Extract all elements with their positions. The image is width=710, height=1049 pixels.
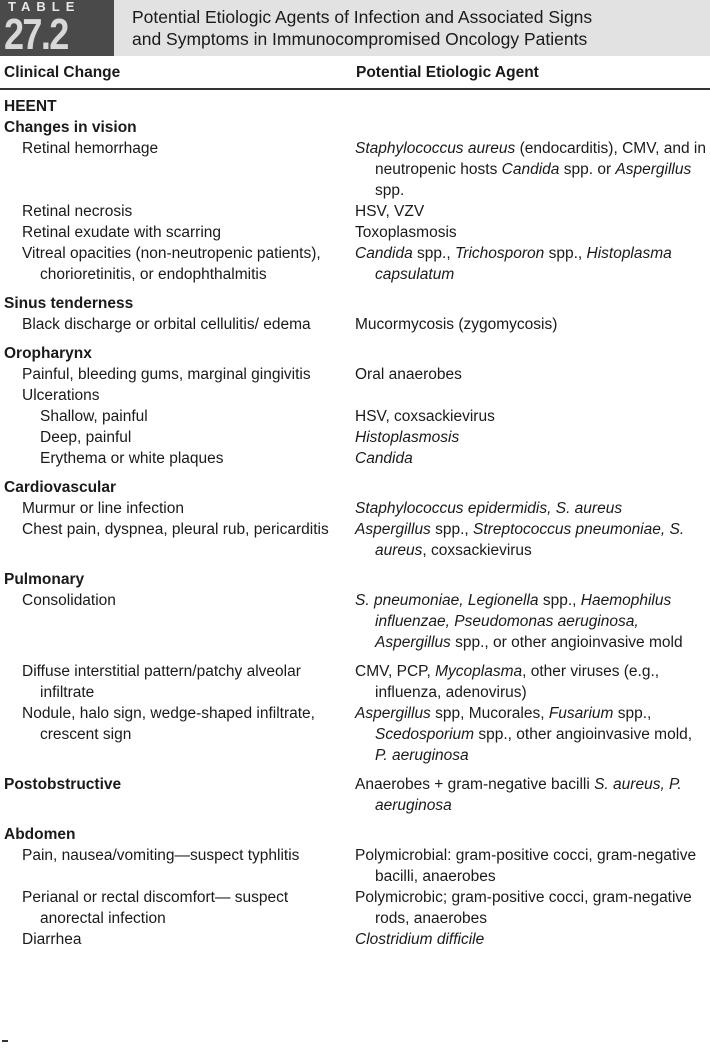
- table-title-line-2: and Symptoms in Immunocompromised Oncology Patients: [132, 29, 588, 49]
- table-row: [0, 314, 710, 335]
- table-row: [0, 590, 710, 653]
- table-row: [0, 201, 710, 222]
- table-row: [0, 498, 710, 519]
- etiologic-agent-cell: Candida spp., Trichosporon spp., Histoplasma capsulatum: [355, 245, 672, 283]
- category-heading: Sinus tenderness: [4, 295, 134, 312]
- clinical-change-cell: Erythema or white plaques: [40, 450, 224, 467]
- table-row: [0, 293, 710, 314]
- table-number: 27.2: [4, 10, 68, 59]
- etiologic-agent-cell: Anaerobes + gram-negative bacilli S. aureus, P. aeruginosa: [355, 776, 682, 814]
- clinical-change-cell: Chest pain, dyspnea, pleural rub, pericarditis: [22, 521, 329, 538]
- etiologic-agent-cell: HSV, coxsackievirus: [355, 408, 495, 425]
- table-label: TABLE: [8, 0, 81, 14]
- etiologic-agent-cell: Mucormycosis (zygomycosis): [355, 316, 558, 333]
- table-row: [0, 774, 710, 816]
- table-row: [0, 385, 710, 406]
- etiologic-agent-cell: [355, 569, 710, 590]
- table-row: [0, 406, 710, 427]
- table-row: [0, 117, 710, 138]
- table-row: [0, 243, 710, 285]
- table-header: [0, 0, 710, 59]
- etiologic-agent-cell: Toxoplasmosis: [355, 224, 457, 241]
- clinical-change-cell: Deep, painful: [40, 429, 132, 446]
- etiologic-agent-cell: [355, 343, 710, 364]
- table-row: [0, 824, 710, 845]
- table-row: [0, 929, 710, 950]
- table-row: [0, 845, 710, 887]
- clinical-change-cell: Painful, bleeding gums, marginal gingivitis: [22, 366, 311, 383]
- clinical-change-cell: Vitreal opacities (non-neutropenic patients), chorioretinitis, or endophthalmitis: [22, 245, 321, 283]
- etiologic-agent-cell: HSV, VZV: [355, 203, 425, 220]
- etiologic-agent-cell: Candida: [355, 450, 413, 467]
- etiologic-agent-cell: [355, 117, 710, 138]
- etiologic-agent-cell: Aspergillus spp, Mucorales, Fusarium spp., Scedosporium spp., other angioinvasive mold, P. aeruginosa: [355, 705, 693, 764]
- etiologic-agent-cell: CMV, PCP, Mycoplasma, other viruses (e.g., influenza, adenovirus): [355, 663, 660, 701]
- category-heading: Abdomen: [4, 826, 76, 843]
- etiologic-agent-cell: Oral anaerobes: [355, 366, 462, 383]
- clinical-change-cell: Perianal or rectal discomfort— suspect anorectal infection: [22, 889, 289, 927]
- table-title-line-1: Potential Etiologic Agents of Infection and Associated Signs: [132, 7, 593, 27]
- category-heading: Changes in vision: [4, 119, 137, 136]
- clinical-change-cell: Ulcerations: [22, 387, 100, 404]
- etiologic-agent-cell: [355, 477, 710, 498]
- table-row: [0, 448, 710, 469]
- table-row: [0, 519, 710, 561]
- category-heading: Postobstructive: [4, 776, 122, 793]
- category-heading: Cardiovascular: [4, 479, 116, 496]
- column-header-etiologic-agent: Potential Etiologic Agent: [356, 64, 539, 81]
- clinical-change-cell: Shallow, painful: [40, 408, 148, 425]
- etiologic-agent-cell: Clostridium difficile: [355, 931, 485, 948]
- page-mark: [2, 1040, 8, 1042]
- table-row: [0, 569, 710, 590]
- table-row: [0, 96, 710, 117]
- table-row: [0, 661, 710, 703]
- etiologic-agent-cell: [355, 96, 710, 117]
- category-heading: Oropharynx: [4, 345, 92, 362]
- clinical-change-cell: Retinal exudate with scarring: [22, 224, 222, 241]
- clinical-change-cell: Pain, nausea/vomiting—suspect typhlitis: [22, 847, 300, 864]
- table-row: [0, 887, 710, 929]
- table-row: [0, 138, 710, 201]
- etiologic-agent-cell: [355, 824, 710, 845]
- clinical-change-cell: Diffuse interstitial pattern/patchy alveolar infiltrate: [22, 663, 301, 701]
- clinical-change-cell: Nodule, halo sign, wedge-shaped infiltrate, crescent sign: [22, 705, 315, 743]
- etiologic-agent-cell: Polymicrobial: gram-positive cocci, gram-negative bacilli, anaerobes: [355, 847, 697, 885]
- clinical-change-cell: Black discharge or orbital cellulitis/ edema: [22, 316, 311, 333]
- etiologic-agent-cell: S. pneumoniae, Legionella spp., Haemophilus influenzae, Pseudomonas aeruginosa, Aspergillus spp., or other angioinvasive mold: [355, 592, 683, 651]
- table-title: [132, 6, 702, 50]
- table-body: [0, 96, 710, 950]
- table-row: [0, 222, 710, 243]
- category-heading: Pulmonary: [4, 571, 85, 588]
- header-rule: [0, 88, 710, 90]
- etiologic-agent-cell: Aspergillus spp., Streptococcus pneumoniae, S. aureus, coxsackievirus: [355, 521, 685, 559]
- etiologic-agent-cell: Staphylococcus aureus (endocarditis), CMV, and in neutropenic hosts Candida spp. or Aspergillus spp.: [355, 140, 706, 199]
- etiologic-agent-cell: [355, 385, 710, 406]
- etiologic-agent-cell: Polymicrobic; gram-positive cocci, gram-negative rods, anaerobes: [355, 889, 692, 927]
- etiologic-agent-cell: [355, 293, 710, 314]
- etiologic-agent-cell: Histoplasmosis: [355, 429, 460, 446]
- clinical-change-cell: Consolidation: [22, 592, 116, 609]
- etiologic-agent-cell: Staphylococcus epidermidis, S. aureus: [355, 500, 623, 517]
- table-row: [0, 343, 710, 364]
- category-heading: HEENT: [4, 98, 57, 115]
- clinical-change-cell: Diarrhea: [22, 931, 82, 948]
- clinical-change-cell: Murmur or line infection: [22, 500, 184, 517]
- table-row: [0, 427, 710, 448]
- table-row: [0, 703, 710, 766]
- column-header-clinical-change: Clinical Change: [4, 64, 121, 81]
- clinical-change-cell: Retinal hemorrhage: [22, 140, 159, 157]
- table-number-tag: [0, 0, 114, 59]
- table-row: [0, 364, 710, 385]
- clinical-change-cell: Retinal necrosis: [22, 203, 133, 220]
- table-row: [0, 477, 710, 498]
